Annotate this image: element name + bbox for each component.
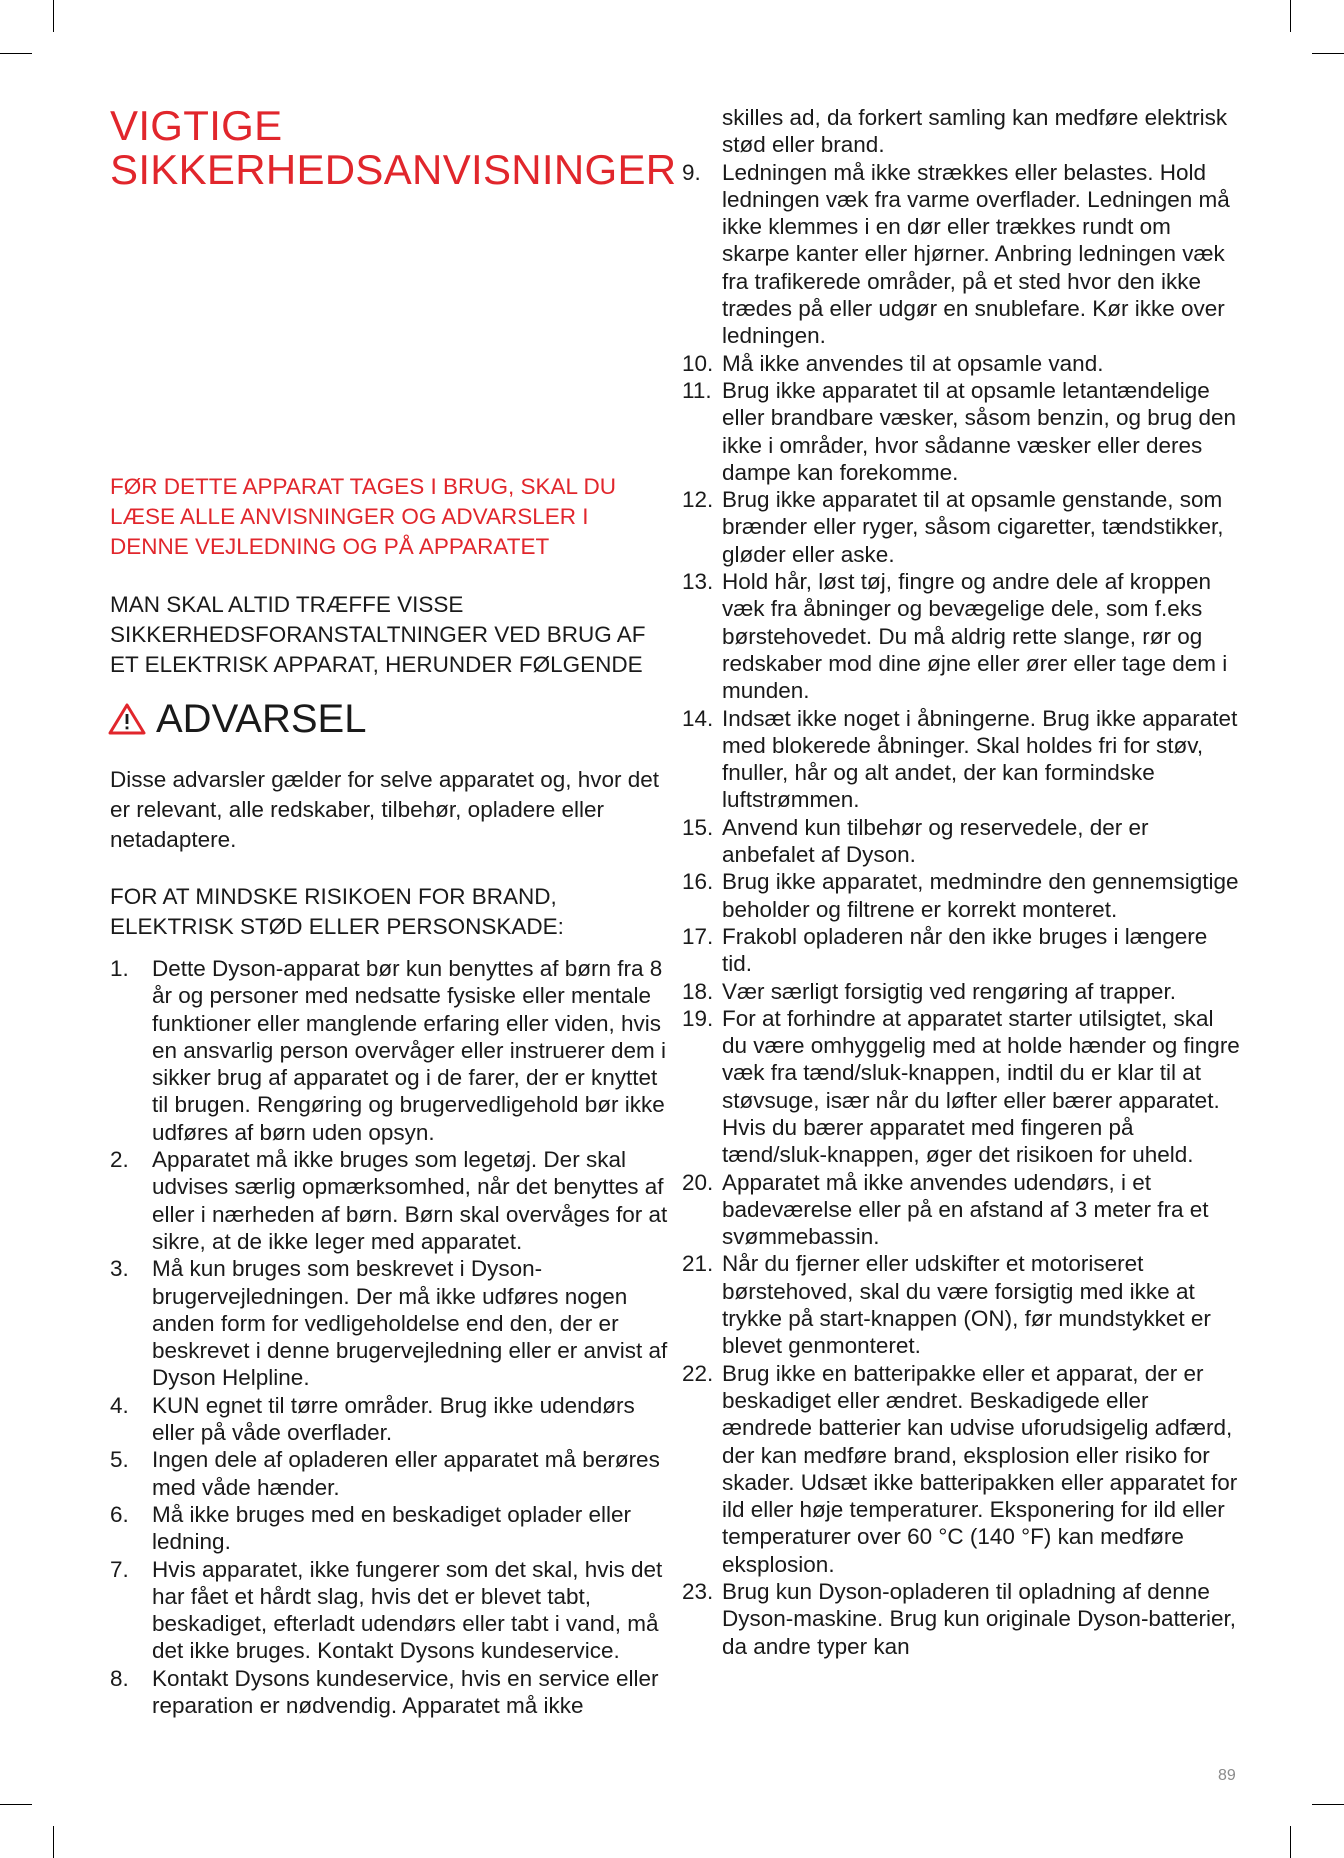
list-item: 5. Ingen dele af opladeren eller apparatet må berøres med våde hænder. [110, 1447, 660, 1500]
precautions-notice: MAN SKAL ALTID TRÆFFE VISSE SIKKERHEDSFORANSTALTNINGER VED BRUG AF ET ELEKTRISK APPARAT, HERUNDER FØLGENDE [110, 592, 646, 677]
warning-heading-row [108, 694, 366, 744]
page-number: 89 [1218, 1767, 1236, 1784]
safety-list-right [682, 104, 1242, 1660]
safety-list-right-items [682, 159, 1242, 1660]
list-item: 20. Apparatet må ikke anvendes udendørs, i et badeværelse eller på en afstand af 3 meter fra et svømmebassin. [682, 1169, 1209, 1250]
list-item: 7. Hvis apparatet, ikke fungerer som det skal, hvis det har fået et hårdt slag, hvis det er blevet tabt, beskadiget, efterladt udendørs eller tabt i vand, må det ikke bruges. Kontakt Dysons kundeservice. [110, 1556, 663, 1664]
list-item: 9. Ledningen må ikke strækkes eller belastes. Hold ledningen væk fra varme overflader. Ledningen må ikke klemmes i en dør eller trækkes rundt om skarpe kanter eller hjørner. Anbring ledningen væk fra trafikerede områder, på et sted hvor den ikke trædes på eller udgør en snublefare. Kør ikke over ledningen. [682, 159, 1230, 349]
crop-mark [53, 0, 54, 32]
crop-mark [0, 1804, 32, 1805]
warning-heading: ADVARSEL [156, 697, 367, 741]
crop-mark [1290, 1826, 1291, 1858]
risk-heading: FOR AT MINDSKE RISIKOEN FOR BRAND, ELEKTRISK STØD ELLER PERSONSKADE: [110, 884, 564, 939]
list-item: 14. Indsæt ikke noget i åbningerne. Brug ikke apparatet med blokerede åbninger. Skal holdes fri for støv, fnuller, hår og alt andet, der kan formindske luftstrømmen. [682, 705, 1238, 813]
crop-mark [1312, 53, 1344, 54]
item-8-continuation: skilles ad, da forkert samling kan medføre elektrisk stød eller brand. [722, 105, 1228, 158]
read-instructions-notice: FØR DETTE APPARAT TAGES I BRUG, SKAL DU LÆSE ALLE ANVISNINGER OG ADVARSLER I DENNE VEJLEDNING OG PÅ APPARATET [110, 474, 616, 559]
list-item: 8. Kontakt Dysons kundeservice, hvis en service eller reparation er nødvendig. Apparatet må ikke [110, 1665, 659, 1719]
title-line-2: SIKKERHEDSANVISNINGER [110, 146, 677, 193]
warning-triangle-icon [108, 702, 146, 736]
list-item: 19. For at forhindre at apparatet starter utilsigtet, skal du være omhyggelig med at holde hænder og fingre væk fra tænd/sluk-knappen, indtil du er klar til at støvsuge, især når du løfter eller bærer apparatet. Hvis du bærer apparatet med fingeren på tænd/sluk-knappen, øger det risikoen for uheld. [682, 1005, 1240, 1168]
list-item: 16. Brug ikke apparatet, medmindre den gennemsigtige beholder og filtrene er korrekt monteret. [682, 869, 1239, 922]
list-item: 6. Må ikke bruges med en beskadiget oplader eller ledning. [110, 1501, 632, 1555]
crop-mark [1290, 0, 1291, 32]
list-item: 23. Brug kun Dyson-opladeren til opladning af denne Dyson-maskine. Brug kun originale Dyson-batterier, da andre typer kan [682, 1579, 1236, 1659]
page-title [110, 104, 676, 192]
list-item: 2. Apparatet må ikke bruges som legetøj. Der skal udvises særlig opmærksomhed, når det benyttes af eller i nærheden af børn. Børn skal overvåges for at sikre, at de ikke leger med apparatet. [110, 1147, 668, 1254]
warning-intro: Disse advarsler gælder for selve apparatet og, hvor det er relevant, alle redskaber, tilbehør, opladere eller netadaptere. [110, 767, 660, 852]
list-item: 18. Vær særligt forsigtig ved rengøring af trapper. [682, 978, 1176, 1004]
list-item: 15. Anvend kun tilbehør og reservedele, der er anbefalet af Dyson. [682, 814, 1149, 868]
list-item: 4. KUN egnet til tørre områder. Brug ikke udendørs eller på våde overflader. [110, 1392, 635, 1446]
list-item: 10. Må ikke anvendes til at opsamle vand. [682, 350, 1104, 376]
safety-list-left [110, 955, 670, 1719]
list-item: 3. Må kun bruges som beskrevet i Dyson-brugervejledningen. Der må ikke udføres nogen anden form for vedligeholdelse end den, der er beskrevet i denne brugervejledning eller er anvist af Dyson Helpline. [110, 1256, 668, 1391]
title-line-1: VIGTIGE [110, 102, 283, 149]
list-item: 17. Frakobl opladeren når den ikke bruges i længere tid. [682, 923, 1208, 977]
list-item: 1. Dette Dyson-apparat bør kun benyttes af børn fra 8 år og personer med nedsatte fysiske eller mentale funktioner eller manglende erfaring eller viden, hvis en ansvarlig person overvåger eller instruerer dem i sikker brug af apparatet og i de farer, der er knyttet til brugen. Rengøring og brugervedligehold bør ikke udføres af børn uden opsyn. [110, 956, 666, 1145]
crop-mark [0, 53, 32, 54]
list-item: 13. Hold hår, løst tøj, fingre og andre dele af kroppen væk fra åbninger og bevægelige dele, som f.eks børstehovedet. Du må aldrig rette slange, rør og redskaber mod dine øjne eller ører eller tage dem i munden. [682, 569, 1228, 704]
list-item: 12. Brug ikke apparatet til at opsamle genstande, som brænder eller ryger, såsom cigaretter, tændstikker, gløder eller aske. [682, 487, 1224, 567]
list-item: 11. Brug ikke apparatet til at opsamle letantændelige eller brandbare væsker, såsom benzin, og brug den ikke i områder, hvor sådanne væsker eller deres dampe kan forekomme. [682, 377, 1237, 485]
list-item: 22. Brug ikke en batteripakke eller et apparat, der er beskadiget eller ændret. Beskadigede eller ændrede batterier kan udvise uforudsigelig adfærd, der kan medføre brand, eksplosion eller risiko for skader. Udsæt ikke batteripakken eller apparatet for ild eller høje temperaturer. Eksponering for ild eller temperaturer over 60 °C (140 °F) kan medføre eksplosion. [682, 1360, 1238, 1577]
list-item: 21. Når du fjerner eller udskifter et motoriseret børstehoved, skal du være forsigtig med ikke at trykke på start-knappen (ON), før mundstykket er blevet genmonteret. [682, 1251, 1211, 1359]
crop-mark [53, 1826, 54, 1858]
crop-mark [1312, 1804, 1344, 1805]
